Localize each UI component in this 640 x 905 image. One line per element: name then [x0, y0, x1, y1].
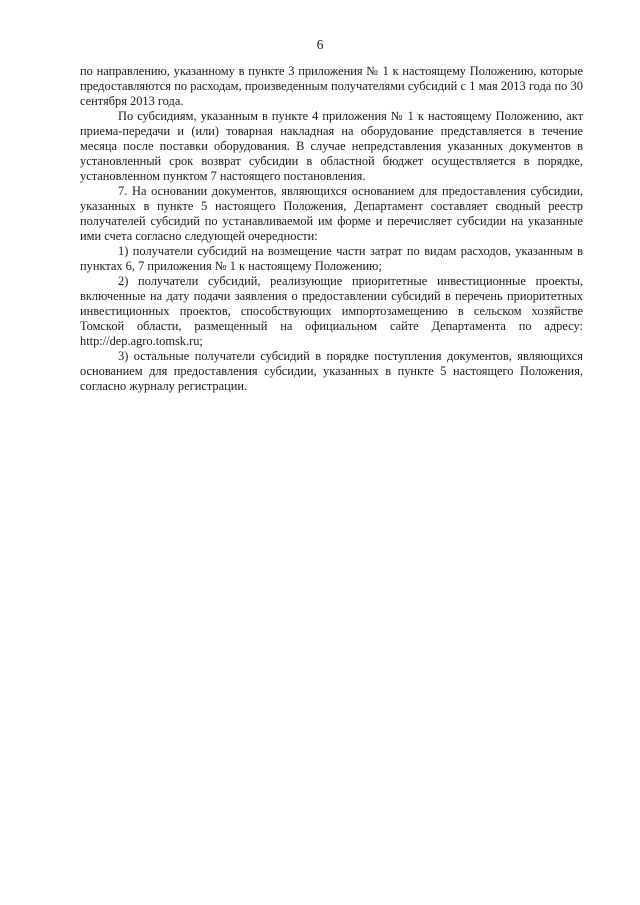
paragraph-subsidy-item-4: По субсидиям, указанным в пункте 4 приложения № 1 к настоящему Положению, акт приема-передачи и (или) товарная накладная на оборудование представляется в течение месяца после поставки оборудования. В случае непредставления указанных документов в установленный срок возврат субсидии в областной бюджет осуществляется в порядке, установленном пунктом 7 настоящего постановления. [80, 109, 583, 183]
document-body [80, 64, 583, 394]
paragraph-continuation: по направлению, указанному в пункте 3 приложения № 1 к настоящему Положению, которые предоставляются по расходам, произведенным получателями субсидий с 1 мая 2013 года по 30 сентября 2013 года. [80, 64, 583, 108]
paragraph-clause-7: 7. На основании документов, являющихся основанием для предоставления субсидии, указанных в пункте 5 настоящего Положения, Департамент составляет сводный реестр получателей субсидий по устанавливаемой им форме и перечисляет субсидии на указанные ими счета согласно следующей очередности: [80, 184, 583, 243]
list-item-3: 3) остальные получатели субсидий в порядке поступления документов, являющихся основанием для предоставления субсидии, указанных в пункте 5 настоящего Положения, согласно журналу регистрации. [80, 349, 583, 393]
list-item-1: 1) получатели субсидий на возмещение части затрат по видам расходов, указанным в пунктах 6, 7 приложения № 1 к настоящему Положению; [80, 244, 583, 273]
list-item-2: 2) получатели субсидий, реализующие приоритетные инвестиционные проекты, включенные на дату подачи заявления о предоставлении субсидий в перечень приоритетных инвестиционных проектов, способствующих импортозамещению в сельском хозяйстве Томской области, размещенный на официальном сайте Департамента по адресу: http://dep.agro.tomsk.ru; [80, 274, 583, 348]
page-number: 6 [316, 37, 324, 52]
